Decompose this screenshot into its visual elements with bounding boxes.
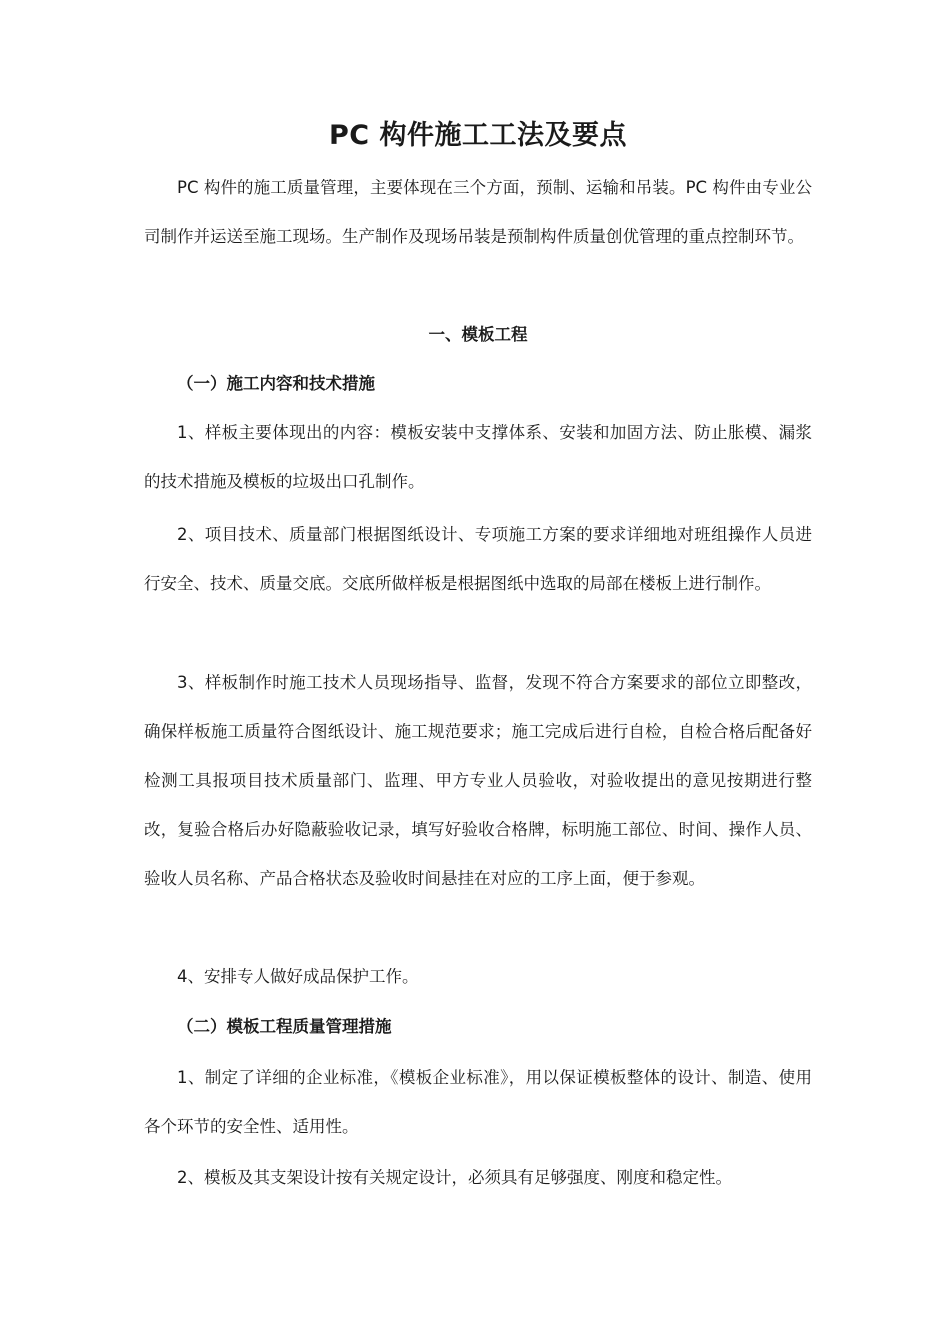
section-heading: 一、模板工程 [428,325,528,344]
intro-paragraph: PC 构件的施工质量管理，主要体现在三个方面，预制、运输和吊装。PC 构件由专业公司制作并运送至施工现场。生产制作及现场吊装是预制构件质量创优管理的重点控制环节。 [144,178,812,246]
list-item: 4、安排专人做好成品保护工作。 [177,967,419,986]
list-item: 3、样板制作时施工技术人员现场指导、监督，发现不符合方案要求的部位立即整改，确保样板施工质量符合图纸设计、施工规范要求；施工完成后进行自检，自检合格后配备好检测工具报项目技术质量部门、监理、甲方专业人员验收，对验收提出的意见按期进行整改，复验合格后办好隐蔽验收记录，填写好验收合格牌，标明施工部位、时间、操作人员、验收人员名称、产品合格状态及验收时间悬挂在对应的工序上面，便于参观。 [144,673,812,888]
list-item: 2、模板及其支架设计按有关规定设计，必须具有足够强度、刚度和稳定性。 [177,1168,732,1187]
subsection-heading: （二）模板工程质量管理措施 [177,1017,392,1036]
list-item: 2、项目技术、质量部门根据图纸设计、专项施工方案的要求详细地对班组操作人员进行安全、技术、质量交底。交底所做样板是根据图纸中选取的局部在楼板上进行制作。 [144,525,812,593]
list-item: 1、制定了详细的企业标准，《模板企业标准》，用以保证模板整体的设计、制造、使用各个环节的安全性、适用性。 [144,1068,812,1136]
document-title: PC 构件施工工法及要点 [328,120,627,151]
subsection-heading: （一）施工内容和技术措施 [177,374,375,393]
list-item: 1、样板主要体现出的内容：模板安装中支撑体系、安装和加固方法、防止胀模、漏浆的技术措施及模板的垃圾出口孔制作。 [144,423,812,491]
